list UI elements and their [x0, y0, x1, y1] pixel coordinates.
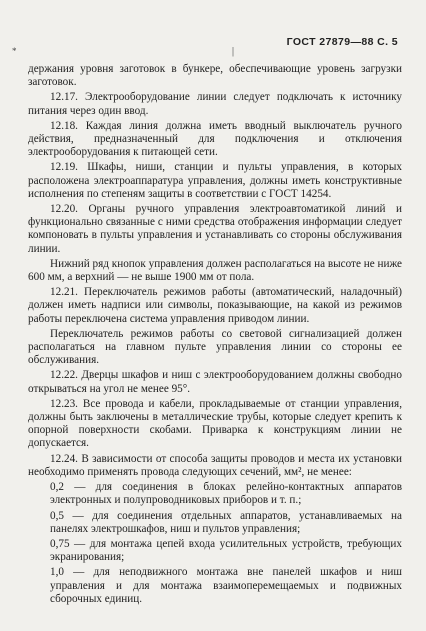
paragraph-12-22: 12.22. Дверцы шкафов и ниш с электрооборудованием должны свободно открываться на угол не менее 95°. [28, 369, 402, 395]
paragraph-12-19: 12.19. Шкафы, ниши, станции и пульты управления, в которых расположена электроаппаратура управления, должны иметь конструктивные исполнения по степеням защиты в соответствии с ГОСТ 14254. [28, 161, 402, 200]
paragraph-12-18: 12.18. Каждая линия должна иметь вводный выключатель ручного действия, предназначенный для подключения и отключения электрооборудования к питающей сети. [28, 119, 402, 159]
list-item: 0,2 — для соединения в блоках релейно-контактных аппаратов электронных и полупроводниковых приборов и т. п.; [50, 481, 402, 507]
paragraph-button-height: Нижний ряд кнопок управления должен располагаться на высоте не ниже 600 мм, а верхний — не выше 1900 мм от пола. [28, 257, 402, 284]
document-body [28, 63, 402, 608]
list-item: 1,0 — для неподвижного монтажа вне панелей шкафов и ниш управления и для монтажа взаимоперемещаемых и подвижных сборочных единиц. [50, 566, 402, 605]
center-mark: | [232, 46, 235, 57]
list-item: 0,5 — для соединения отдельных аппаратов, устанавливаемых на панелях электрошкафов, ниш и пультов управления; [50, 509, 402, 535]
paragraph-12-20: 12.20. Органы ручного управления электроавтоматикой линий и функционально связанные с ними средства отображения информации следует компоновать в пульты управления и устанавливать со стороны обслуживания линии. [28, 203, 402, 255]
paragraph-12-23: 12.23. Все провода и кабели, прокладываемые от станции управления, должны быть заключены в металлические трубы, которые следует крепить к опорной поверхности скобами. Приварка к конструкциям линии не допускается. [28, 397, 402, 450]
margin-mark: * [12, 46, 17, 56]
paragraph-continuation: держания уровня заготовок в бункере, обеспечивающие уровень загрузки заготовок. [28, 63, 402, 89]
paragraph-12-24: 12.24. В зависимости от способа защиты проводов и места их установки необходимо применять провода следующих сечений, мм², не менее: [28, 452, 402, 478]
page-header: ГОСТ 27879—88 С. 5 [286, 36, 398, 48]
paragraph-12-21: 12.21. Переключатель режимов работы (автоматический, наладочный) должен иметь надписи или символы, показывающие, на какой из режимов работы переключена система управления приводом линии. [28, 286, 402, 325]
paragraph-12-17: 12.17. Электрооборудование линии следует подключать к источнику питания через один ввод. [28, 91, 402, 117]
list-item: 0,75 — для монтажа цепей входа усилительных устройств, требующих экранирования; [50, 537, 402, 564]
paragraph-mode-switch: Переключатель режимов работы со световой сигнализацией должен располагаться на главном пульте управления линии со стороны ее обслуживания. [28, 327, 402, 367]
